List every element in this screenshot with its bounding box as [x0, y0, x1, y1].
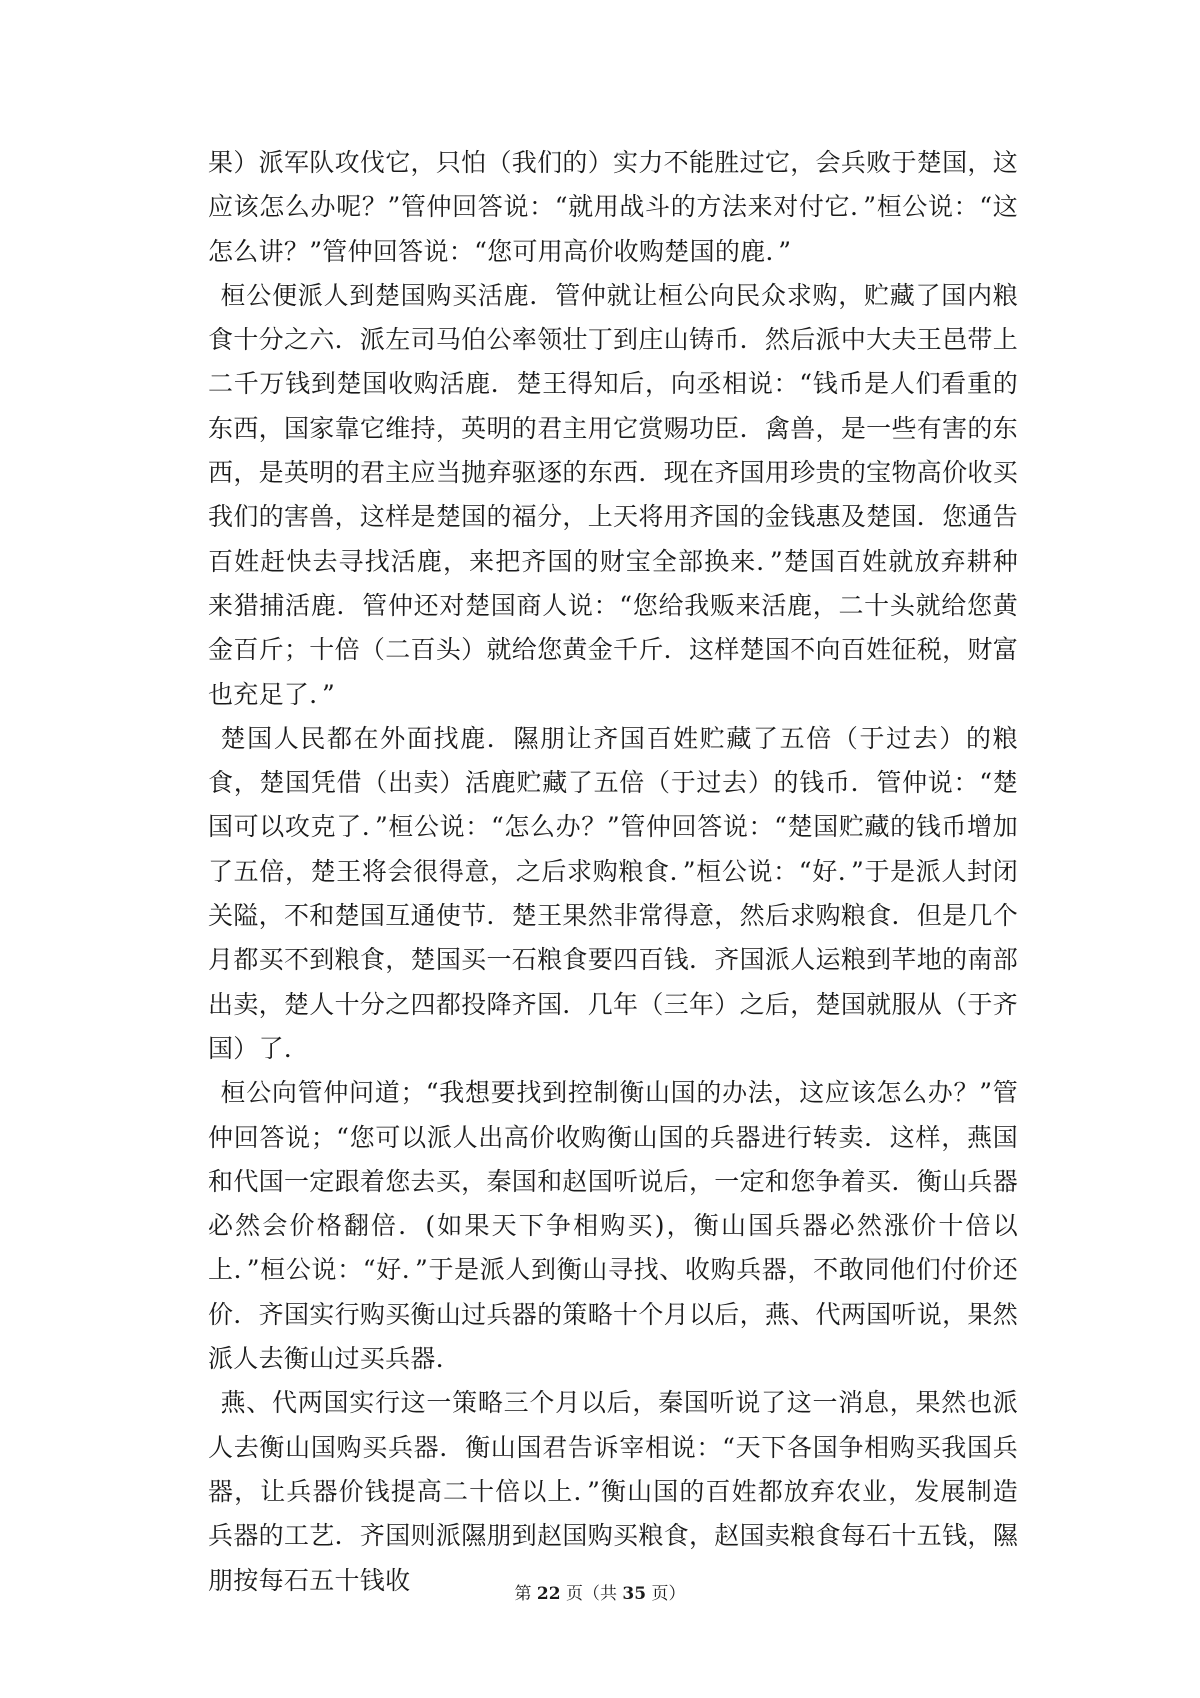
paragraph-3: 楚国人民都在外面找鹿．隰朋让齐国百姓贮藏了五倍（于过去）的粮食，楚国凭借（出卖）活鹿贮藏了五倍（于过去）的钱币．管仲说：“楚国可以攻克了．”桓公说：“怎么办？”管仲回答说：“楚国贮藏的钱币增加了五倍，楚王将会很得意，之后求购粮食．”桓公说：“好．”于是派人封闭关隘，不和楚国互通使节．楚王果然非常得意，然后求购粮食．但是几个月都买不到粮食，楚国买一石粮食要四百钱．齐国派人运粮到芊地的南部出卖，楚人十分之四都投降齐国．几年（三年）之后，楚国就服从（于齐国）了． [208, 723, 1018, 1063]
current-page-number: 22 [536, 1584, 561, 1604]
page-footer [0, 1582, 1200, 1606]
total-pages-number: 35 [622, 1584, 647, 1604]
footer-prefix: 第 [514, 1584, 537, 1604]
paragraph-5: 燕、代两国实行这一策略三个月以后，秦国听说了这一消息，果然也派人去衡山国购买兵器．衡山国君告诉宰相说：“天下各国争相购买我国兵器，让兵器价钱提高二十倍以上．”衡山国的百姓都放弃农业，发展制造兵器的工艺．齐国则派隰朋到赵国购买粮食，赵国卖粮食每石十五钱，隰朋按每石五十钱收 [208, 1388, 1018, 1595]
paragraph-2: 桓公便派人到楚国购买活鹿．管仲就让桓公向民众求购，贮藏了国内粮食十分之六．派左司马伯公率领壮丁到庄山铸币．然后派中大夫王邑带上二千万钱到楚国收购活鹿．楚王得知后，向丞相说：“钱币是人们看重的东西，国家靠它维持，英明的君主用它赏赐功臣．禽兽，是一些有害的东西，是英明的君主应当抛弃驱逐的东西．现在齐国用珍贵的宝物高价收买我们的害兽，这样是楚国的福分，上天将用齐国的金钱惠及楚国．您通告百姓赶快去寻找活鹿，来把齐国的财宝全部换来．”楚国百姓就放弃耕种来猎捕活鹿．管仲还对楚国商人说：“您给我贩来活鹿，二十头就给您黄金百斤；十倍（二百头）就给您黄金千斤．这样楚国不向百姓征税，财富也充足了．” [208, 280, 1018, 709]
footer-middle: 页（共 [560, 1584, 623, 1604]
paragraph-4: 桓公向管仲问道；“我想要找到控制衡山国的办法，这应该怎么办？”管仲回答说；“您可以派人出高价收购衡山国的兵器进行转卖．这样，燕国和代国一定跟着您去买，秦国和赵国听说后，一定和您争着买．衡山兵器必然会价格翻倍．(如果天下争相购买)，衡山国兵器必然涨价十倍以上．”桓公说：“好．”于是派人到衡山寻找、收购兵器，不敢同他们付价还价．齐国实行购买衡山过兵器的策略十个月以后，燕、代两国听说，果然派人去衡山过买兵器． [208, 1078, 1018, 1374]
footer-suffix: 页） [646, 1584, 686, 1604]
paragraph-1: 果）派军队攻伐它，只怕（我们的）实力不能胜过它，会兵败于楚国，这应该怎么办呢？”管仲回答说：“就用战斗的方法来对付它．”桓公说：“这怎么讲？”管仲回答说：“您可用高价收购楚国的鹿．” [208, 148, 1018, 266]
document-body [208, 141, 1018, 1603]
